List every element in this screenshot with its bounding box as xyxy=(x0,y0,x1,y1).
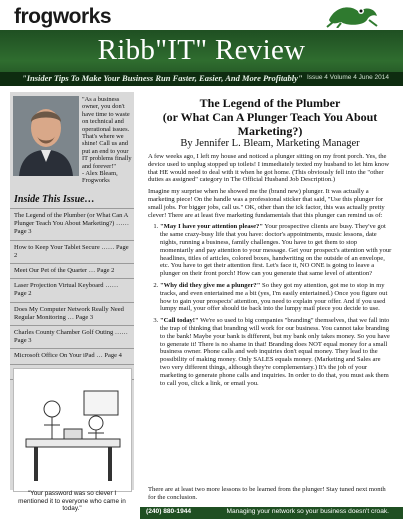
cartoon-image xyxy=(13,368,132,492)
owner-quote xyxy=(82,96,134,185)
newsletter-title: Ribb"IT" Review xyxy=(97,34,306,66)
footer-slogan: Managing your network so your business doesn't croak. xyxy=(226,508,389,515)
footer-phone: (240) 880-1944 xyxy=(146,508,192,515)
toc-item[interactable]: Meet Our Pet of the Quarter … Page 2 xyxy=(10,263,134,278)
marketing-points-list xyxy=(148,223,392,387)
article-title-line1: The Legend of the Plumber xyxy=(199,96,341,110)
author-photo xyxy=(13,96,79,176)
list-item: 3. "Call today!" We're so used to big companies "branding" themselves, that we fall into the trap of thinking that branding will work for our business. You cannot take branding to the bank! Maybe your bank is different, but my bank only takes money. So you have to generate it! There is no shame in that! Branding does NOT equal money for a small business owner. Phone calls and web inquiries don't equal money. They lead to the possibility of making money. Only SALES equals money. (Marketing and Sales are two very different things, although they're complementary.) It's the job of your marketing to generate phone calls and inquiries. In order to do that, you must ask them to call you, click a link, or email you. xyxy=(160,317,392,387)
toc-item[interactable]: Charles County Chamber Golf Outing …… Page 3 xyxy=(10,325,134,348)
cartoon-drawing xyxy=(14,369,131,491)
article-body xyxy=(148,153,392,391)
quote-company: Frogworks xyxy=(82,177,110,185)
quote-text: "As a business owner, you don't have time to waste on technical and operational issues. That's where we shine! Call us and put an end to your IT problems finally and forever!" xyxy=(82,96,132,170)
table-of-contents xyxy=(10,208,134,380)
frogworks-logo: frogworks xyxy=(14,5,112,28)
toc-item[interactable]: How to Keep Your Tablet Secure …… Page 2 xyxy=(10,240,134,263)
portrait-image xyxy=(13,96,79,176)
cartoon-caption: "Your password was so clever I mentioned it to everyone who came in today." xyxy=(18,490,126,513)
article-title-line2: (or What Can A Plunger Teach You About Marketing?) xyxy=(162,110,378,138)
toc-item[interactable]: Laser Projection Virtual Keyboard …… Page 2 xyxy=(10,278,134,301)
list-item: 1. "May I have your attention please?" Your prospective clients are busy. They've got the same crazy-busy life that you have: doctor's appointments, music lessons, date nights, running a business, family challenges. You have to get them to stop momentarily and pay attention to your message. Get your prospect's attention with your headlines, titles of articles, colored boxes, handwriting on the outside of an envelope, etc. You have to get their attention first. Let's face it, NO ONE is going to leave a plunger on their front porch! How can you generate that same level of attention? xyxy=(160,223,392,278)
issue-info: Issue 4 Volume 4 June 2014 xyxy=(306,74,389,81)
paragraph: A few weeks ago, I left my house and noticed a plunger sitting on my front porch. Yes, the device used to unplug stopped up toilets! I immediately texted my husband to let him know that HE would need to deal with it when he got home. (This obviously fell into the "other duties as assigned" category in The Official Husband Job Description.) xyxy=(148,153,390,184)
article-byline: By Jennifer L. Bleam, Marketing Manager xyxy=(180,138,360,149)
paragraph: Imagine my surprise when he showed me the (brand new) plunger. It was actually a marketing piece! On the handle was a professional sticker that said, "Use this plunger for small jobs. For bigger jobs, call us." OK, other than the ick factor, this was actually pretty clever! There are at least five marketing fundamentals that this plunger can remind us of: xyxy=(148,188,385,219)
toc-item[interactable]: Microsoft Office On Your iPad … Page 4 xyxy=(10,348,134,363)
inside-this-issue-heading: Inside This Issue… xyxy=(14,194,95,205)
toc-item[interactable]: The Legend of the Plumber (or What Can A Plunger Teach You About Marketing?) …… Page 3 xyxy=(10,208,134,240)
closing-paragraph: There are at least two more lessons to be learned from the plunger! Stay tuned next month for the conclusion. xyxy=(148,486,386,501)
tagline: "Insider Tips To Make Your Business Run Faster, Easier, And More Profitably" xyxy=(22,73,303,83)
list-item: 2. "Why did they give me a plunger?" So they got my attention, got me to stop in my tracks, and even entertained me a bit (yes, I'm easily entertained.) Once you figure out how to gain your prospects' attention, you need to explain your offer. And if you used lumpy mail, your offer should tie back into the lumpy mail piece you decide to use. xyxy=(160,282,392,313)
quote-author: - Alex Bleam, xyxy=(82,170,118,178)
toc-item[interactable]: Does My Computer Network Really Need Regular Monitoring … Page 3 xyxy=(10,302,134,325)
article-title xyxy=(150,96,390,138)
frog-logo-icon xyxy=(325,2,381,28)
